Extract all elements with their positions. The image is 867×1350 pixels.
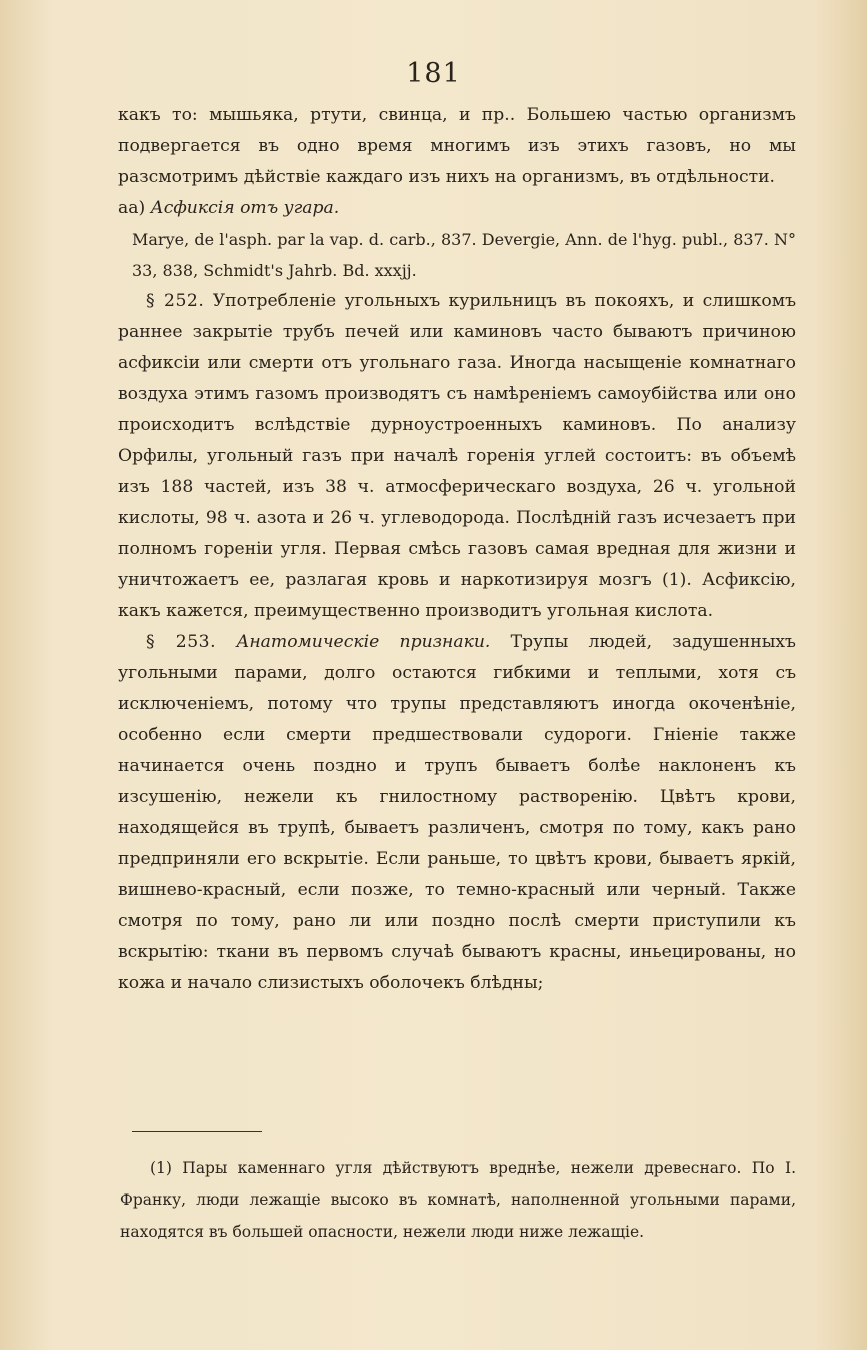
- section-text: Трупы людей, задушенныхъ угольными парами, долго остаются гибкими и теплыми, хотя съ исключеніемъ, потому что трупы представляютъ иногда окоченѣніе, особенно если смерти предшествовали судороги. Гніеніе также начинается очень поздно и трупъ бываетъ болѣе наклоненъ къ изсушенію, нежели къ гнилостному раствоpенію. Цвѣтъ крови, находящейся въ трупѣ, бываетъ различенъ, смотря по тому, какъ рано предприняли его вскрытіе. Если раньше, то цвѣтъ крови, бываетъ яркій, вишнево-красный, если позже, то темно-красный или черный. Также смотря по тому, рано ли или поздно послѣ смерти приступили къ вскрытію: ткани въ первомъ случаѣ бываютъ красны, иньецированы, но кожа и начало слизистыхъ оболочекъ блѣдны;: [118, 632, 796, 993]
- subsection-label: аа): [118, 198, 146, 218]
- section-number: § 252.: [146, 291, 205, 311]
- subsection-title: Асфиксія отъ угара.: [150, 198, 340, 218]
- section-252: [118, 286, 796, 627]
- main-text: [118, 100, 796, 999]
- page-number: 181: [406, 58, 461, 89]
- bibliographic-reference: Marye, de l'asph. par la vap. d. carb., 837. Devergie, Ann. de l'hyg. publ., 837. N° 33, 838, Schmidt's Jahrb. Bd. xxxjj.: [132, 230, 796, 280]
- section-number: § 253.: [146, 632, 217, 652]
- section-title: Анатомическіе признаки.: [236, 632, 491, 652]
- paragraph-continuation: какъ то: мышьяка, ртути, свинца, и пр.. Большею частью организмъ подвергается въ одно время многимъ изъ этихъ газовъ, но мы разсмотримъ дѣйствіе каждаго изъ нихъ на организмъ, въ отдѣльности.: [118, 105, 796, 187]
- footnote-divider: [132, 1131, 262, 1132]
- footnote: (1) Пары каменнаго угля дѣйствуютъ вреднѣе, нежели древеснаго. По I. Франку, люди лежащіе высоко въ комнатѣ, наполненной угольными парами, находятся въ большей опасности, нежели люди ниже лежащіе.: [120, 1159, 796, 1241]
- section-253: [118, 627, 796, 999]
- section-text: Употребленіе угольныхъ курильницъ въ покояхъ, и слишкомъ раннее закрытіе трубъ печей или каминовъ часто бываютъ причиною асфиксіи или смерти отъ угольнаго газа. Иногда насыщеніе комнатнаго воздуха этимъ газомъ производятъ съ намѣреніемъ самоубійства или оно происходитъ вслѣдствіе дурноустроенныхъ каминовъ. По анализу Орфилы, угольный газъ при началѣ горенія углей состоитъ: въ объемѣ изъ 188 частей, изъ 38 ч. атмосферическаго воздуха, 26 ч. угольной кислоты, 98 ч. азота и 26 ч. углеводорода. Послѣдній газъ исчезаетъ при полномъ гореніи угля. Первая смѣсь газовъ самая вредная для жизни и уничтожаетъ ее, разлагая кровь и наркотизируя мозгъ (1). Асфиксію, какъ кажется, преимущественно производитъ угольная кислота.: [118, 291, 797, 621]
- subsection-heading: [118, 193, 796, 224]
